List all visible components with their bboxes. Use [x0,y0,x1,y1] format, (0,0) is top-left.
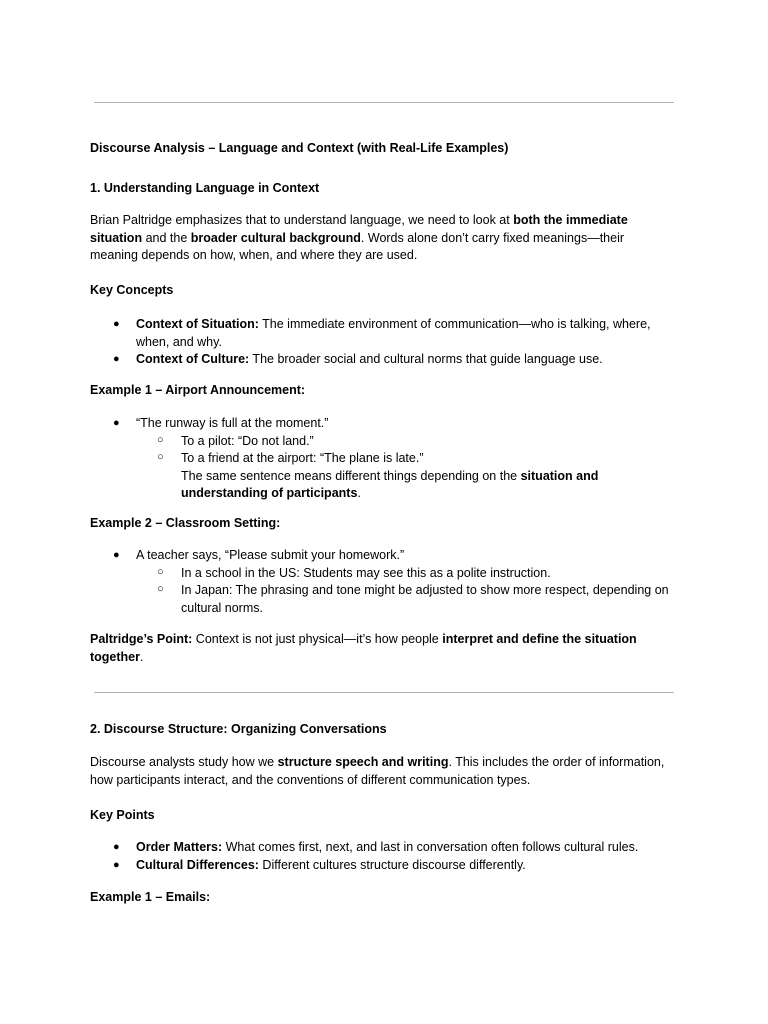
document-title: Discourse Analysis – Language and Context (with Real-Life Examples) [90,141,509,155]
sub-list-item [90,565,680,583]
circle-bullet-icon: ○ [157,565,164,578]
list-item [90,316,680,351]
intro-text: . Words alone don’t carry fixed meanings—their meaning depends on how, when, and where they are used. [90,230,625,262]
top-divider [94,102,674,103]
list-item [90,839,680,857]
sub-list-item [90,450,680,468]
sub-item-text: In a school in the US: Students may see this as a polite instruction. [181,565,551,580]
bullet-icon: ● [113,841,120,853]
sub-list-item [90,582,680,617]
list-item [90,547,680,565]
section-divider [94,692,674,693]
concept-term: Context of Situation: [136,317,259,331]
bullet-icon: ● [113,549,120,561]
example-2-heading: Example 2 – Classroom Setting: [90,516,281,530]
section-1-heading: 1. Understanding Language in Context [90,181,320,195]
example-1-list [90,415,680,503]
intro-bold: structure speech and writing [277,755,449,769]
key-concepts-heading: Key Concepts [90,283,174,297]
point-desc: Different cultures structure discourse differently. [258,857,526,872]
example-quote: “The runway is full at the moment.” [136,416,329,430]
example-2-list [90,547,680,617]
key-concepts-list [90,316,680,369]
sub-item-text: To a pilot: “Do not land.” [181,433,314,448]
example-1-heading: Example 1 – Airport Announcement: [90,383,306,397]
list-item [90,415,680,433]
circle-bullet-icon: ○ [157,433,164,446]
point-term: Order Matters: [136,840,223,854]
intro-text: . This includes the order of information, how participants interact, and the conventions of different communication types. [90,755,665,787]
paltridge-point [90,631,660,666]
bullet-icon: ● [113,417,120,429]
bullet-icon: ● [113,318,120,330]
intro-text: Brian Paltridge emphasizes that to understand language, we need to look at [90,213,514,227]
intro-text: Discourse analysts study how we [90,755,278,769]
point-text: . [140,649,144,664]
intro-bold: both the immediate situation [90,213,628,245]
key-points-heading: Key Points [90,808,155,822]
point-text: Context is not just physical—it’s how people [192,632,443,646]
key-points-list [90,839,680,874]
section-2-intro [90,754,675,789]
concept-desc: The immediate environment of communication—who is talking, where, when, and why. [136,317,651,349]
example-quote: A teacher says, “Please submit your homework.” [136,548,405,562]
example-note [90,468,621,503]
note-bold: situation and understanding of participants [181,468,599,500]
point-bold: interpret and define the situation together [90,632,637,664]
emails-example-heading: Example 1 – Emails: [90,890,211,904]
note-text: . [357,486,361,500]
section-1-intro [90,212,635,265]
section-2-heading: 2. Discourse Structure: Organizing Conversations [90,722,387,736]
intro-text: and the [142,230,191,245]
circle-bullet-icon: ○ [157,583,164,595]
circle-bullet-icon: ○ [157,451,164,463]
note-text: The same sentence means different things depending on the [181,468,521,483]
sub-item-text: In Japan: The phrasing and tone might be adjusted to show more respect, depending on cultural norms. [181,583,669,615]
list-item [90,351,680,369]
bullet-icon: ● [113,353,120,365]
intro-bold: broader cultural background [190,230,361,245]
point-label: Paltridge’s Point: [90,632,193,646]
concept-desc: The broader social and cultural norms that guide language use. [249,352,603,366]
concept-term: Context of Culture: [136,352,250,366]
bullet-icon: ● [113,858,120,871]
sub-list-item [90,433,680,451]
point-desc: What comes first, next, and last in conversation often follows cultural rules. [222,840,639,854]
point-term: Cultural Differences: [136,857,259,872]
list-item [90,857,680,875]
sub-item-text: To a friend at the airport: “The plane is late.” [181,451,424,465]
